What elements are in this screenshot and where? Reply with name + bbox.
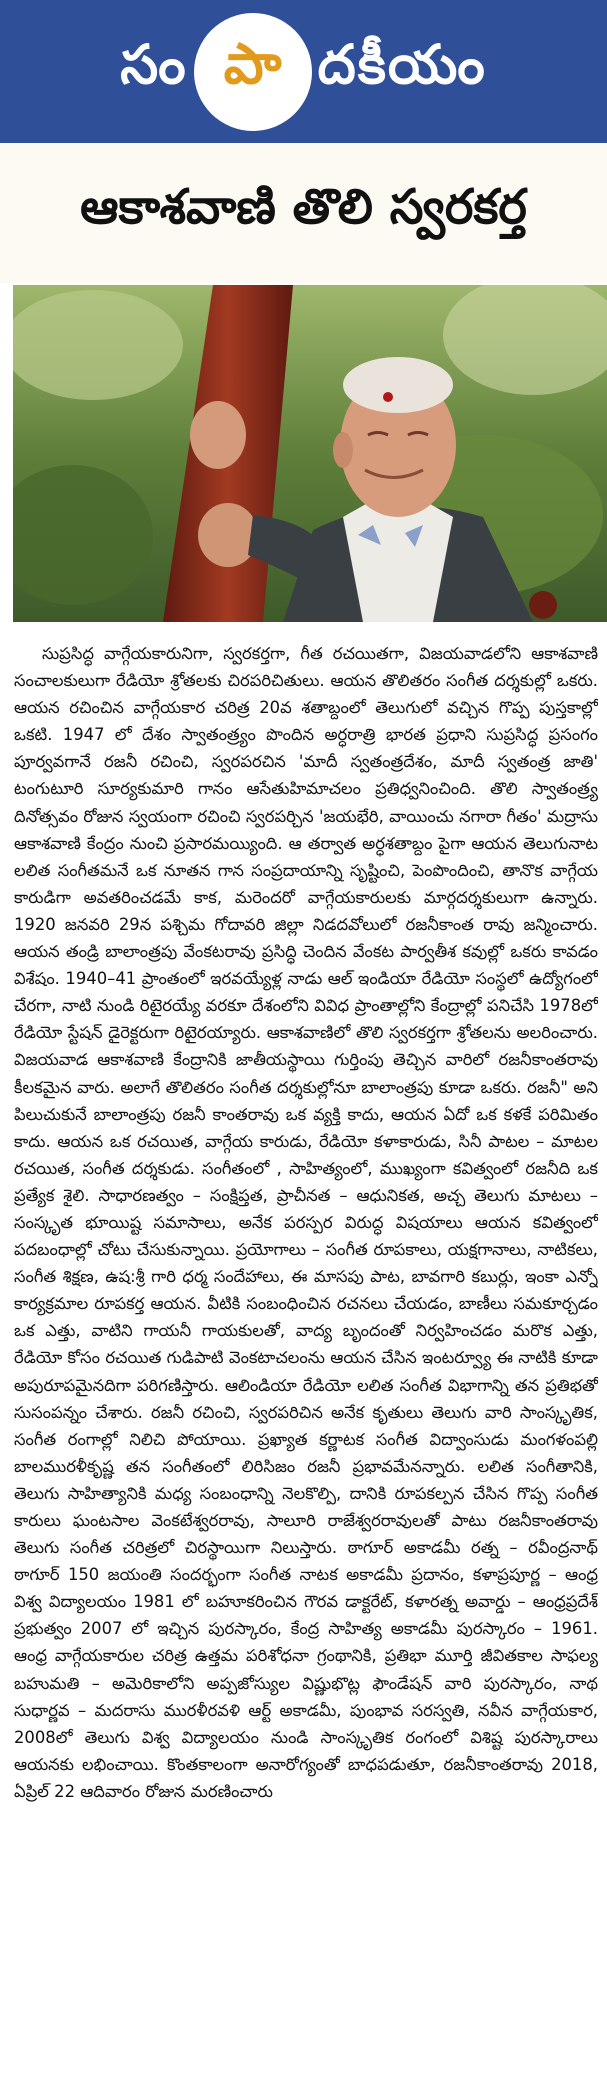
masthead-circle-emblem: పా <box>194 13 312 131</box>
photo-person-hand-lower <box>198 503 258 567</box>
masthead-title <box>0 0 607 143</box>
photo-person-ear <box>333 432 353 468</box>
masthead-part-right: దకీయం <box>317 33 487 96</box>
article-body <box>14 640 598 2080</box>
masthead-part-left: సం <box>120 33 188 96</box>
photo-person-tilak <box>383 392 393 402</box>
photo-person-hair <box>343 357 453 413</box>
article-photo <box>13 285 607 622</box>
article-headline: ఆకాశవాణి తొలి స్వరకర్త <box>80 179 527 235</box>
article-body-paragraph: సుప్రసిద్ధ వాగ్గేయకారునిగా, స్వరకర్తగా, గీత రచయితగా, విజయవాడలోని ఆకాశవాణి సంచాలకులుగా రేడియో శ్రోతలకు చిరపరిచితులు. ఆయన తొలితరం సంగీత దర్శకుల్లో ఒకరు. ఆయన రచించిన వాగ్గేయకార చరిత్ర 20వ శతాబ్దంలో తెలుగులో వచ్చిన గొప్ప పుస్తకాల్లో ఒకటి. 1947 లో దేశం స్వాతంత్ర్యం పొందిన అర్ధరాత్రి భారత ప్రధాని సుప్రసిద్ధ ప్రసంగం పూర్వవగానే రజనీ రచించి, స్వరపరచిన 'మాదీ స్వతంత్రదేశం, మాదీ స్వతంత్ర జాతి' టంగుటూరి సూర్యకుమారి గానం ఆసేతుహిమాచలం ప్రతిధ్వనించింది. తొలి స్వాతంత్ర్య దినోత్సవం రోజున స్వయంగా రచించి స్వరపర్చిన 'జయభేరి, వాయించు నగారా గీతం' మద్రాసు ఆకాశవాణి కేంద్రం నుంచి ప్రసారమయ్యింది. ఆ తర్వాత అర్ధశతాబ్దం పైగా ఆయన తెలుగునాట లలిత సంగీతమనే ఒక నూతన గాన సంప్రదాయాన్ని సృష్టించి, పెంపొందించి, తానొక వాగ్గేయ కారుడిగా అవతరించడమే కాక, మరెందరో వాగ్గేయకారులకు మార్గదర్శకులుగా ఉన్నారు. 1920 జనవరి 29న పశ్చిమ గోదావరి జిల్లా నిడదవోలులో రజనీకాంత రావు జన్మించారు. ఆయన తండ్రి బాలాంత్రపు వేంకటరావు ప్రసిద్ధి చెందిన వేంకట పార్వతీశ కవుల్లో ఒకరు కావడం విశేషం. 1940–41 ప్రాంతంలో ఇరవయ్యేళ్ల నాడు ఆల్ ఇండియా రేడియో సంస్థలో ఉద్యోగంలో చేరగా, నాటి నుండి రిటైరయ్యే వరకూ దేశంలోని వివిధ ప్రాంతాల్లోని కేంద్రాల్లో పనిచేసి 1978లో రేడియో స్టేషన్ డైరెక్టరుగా రిటైరయ్యారు. ఆకాశవాణిలో తొలి స్వరకర్తగా శ్రోతలను అలరించారు. విజయవాడ ఆకాశవాణి కేంద్రానికి జాతీయస్థాయి గుర్తింపు తెచ్చిన వారిలో రజనీకాంతరావు కీలకమైన వారు. అలాగే తొలితరం సంగీత దర్శకుల్లోనూ బాలాంత్రపు కూడా ఒకరు. రజనీ" అని పిలుచుకునే బాలాంత్రపు రజనీ కాంతరావు ఒక వ్యక్తి కాదు, ఆయన ఏదో ఒక కళకే పరిమితం కాదు. ఆయన ఒక రచయిత, వాగ్గేయ కారుడు, రేడియో కళాకారుడు, సినీ పాటల – మాటల రచయిత, సంగీత దర్శకుడు. సంగీతంలో , సాహిత్యంలో, ముఖ్యంగా కవిత్వంలో రజనీది ఒక ప్రత్యేక శైలి. సాధారణత్వం – సంక్షిప్తత, ప్రాచీనత – ఆధునికత, అచ్చ తెలుగు మాటలు – సంస్కృత భూయిష్ట సమాసాలు, అనేక పరస్పర విరుద్ధ విషయాలు ఆయన కవిత్వంలో పదబంధాల్లో చోటు చేసుకున్నాయి. ప్రయోగాలు – సంగీత రూపకాలు, యక్షగానాలు, నాటికలు, సంగీత శిక్షణ, ఉష:శ్రీ గారి ధర్మ సందేహాలు, ఈ మాసపు పాట, బావగారి కబుర్లు, ఇంకా ఎన్నో కార్యక్రమాల రూపకర్త ఆయన. వీటికి సంబంధించిన రచనలు చేయడం, బాణీలు సమకూర్చడం ఒక ఎత్తు, వాటిని గాయనీ గాయకులతో, వాద్య బృందంతో నిర్వహించడం మరొక ఎత్తు, రేడియో కోసం రచయిత గుడిపాటి వెంకటాచలంను ఆయన చేసిన ఇంటర్వ్యూ ఈ నాటికి కూడా అపురూపమైనదిగా పరిగణిస్తారు. ఆలిండియా రేడియో లలిత సంగీత విభాగాన్ని తన ప్రతిభతో సుసంపన్నం చేశారు. రజనీ రచించి, స్వరపరిచిన అనేక కృతులు తెలుగు వారి సాంస్కృతిక, సంగీత రంగాల్లో నిలిచి పోయాయి. ప్రఖ్యాత కర్ణాటక సంగీత విద్వాంసుడు మంగళంపల్లి బాలమురళీకృష్ణ తన సంగీతంలో లిరిసిజం రజనీ ప్రభావమేనన్నారు. లలిత సంగీతానికి, తెలుగు సాహిత్యానికి మధ్య సంబంధాన్ని నెలకొల్పి, దానికి రూపకల్పన చేసిన గొప్ప సంగీత కారులు ఘంటసాల వెంకటేశ్వరరావు, సాలూరి రాజేశ్వరరావులతో పాటు రజనీకాంతరావు తెలుగు సంగీత చరిత్రలో చిరస్థాయిగా నిలుస్తారు. ఠాగూర్ అకాడమీ రత్న – రవీంద్రనాథ్ ఠాగూర్ 150 జయంతి సందర్భంగా సంగీత నాటక అకాడమీ ప్రదానం, కళాప్రపూర్ణ – ఆంధ్ర విశ్వ విద్యాలయం 1981 లో బహూకరించిన గౌరవ డాక్టరేట్, కళారత్న అవార్డు – ఆంధ్రప్రదేశ్ ప్రభుత్వం 2007 లో ఇచ్చిన పురస్కారం, కేంద్ర సాహిత్య అకాడమీ పురస్కారం – 1961. ఆంధ్ర వాగ్గేయకారుల చరిత్ర ఉత్తమ పరిశోధనా గ్రంథానికి, ప్రతిభా మూర్తి జీవితకాల సాఫల్య బహుమతి – అమెరికాలోని అప్పజోస్యుల విష్ణుభొట్ల ఫౌండేషన్ వారి పురస్కారం, నాథ సుధార్ణవ – మదరాసు మురళీరవళి ఆర్ట్ అకాడమీ, పుంభావ సరస్వతి, నవీన వాగ్గేయకార, 2008లో తెలుగు విశ్వ విద్యాలయం నుండి సాంస్కృతిక రంగంలో విశిష్ట పురస్కారాలు ఆయనకు లభించాయి. కొంతకాలంగా అనారోగ్యంతో బాధపడుతూ, రజనీకాంతరావు 2018, ఏప్రిల్ 22 ఆదివారం రోజున మరణించారు <box>14 644 598 1801</box>
photo-person-hand-upper <box>190 401 246 469</box>
photo-tanpura-knob <box>529 591 557 619</box>
